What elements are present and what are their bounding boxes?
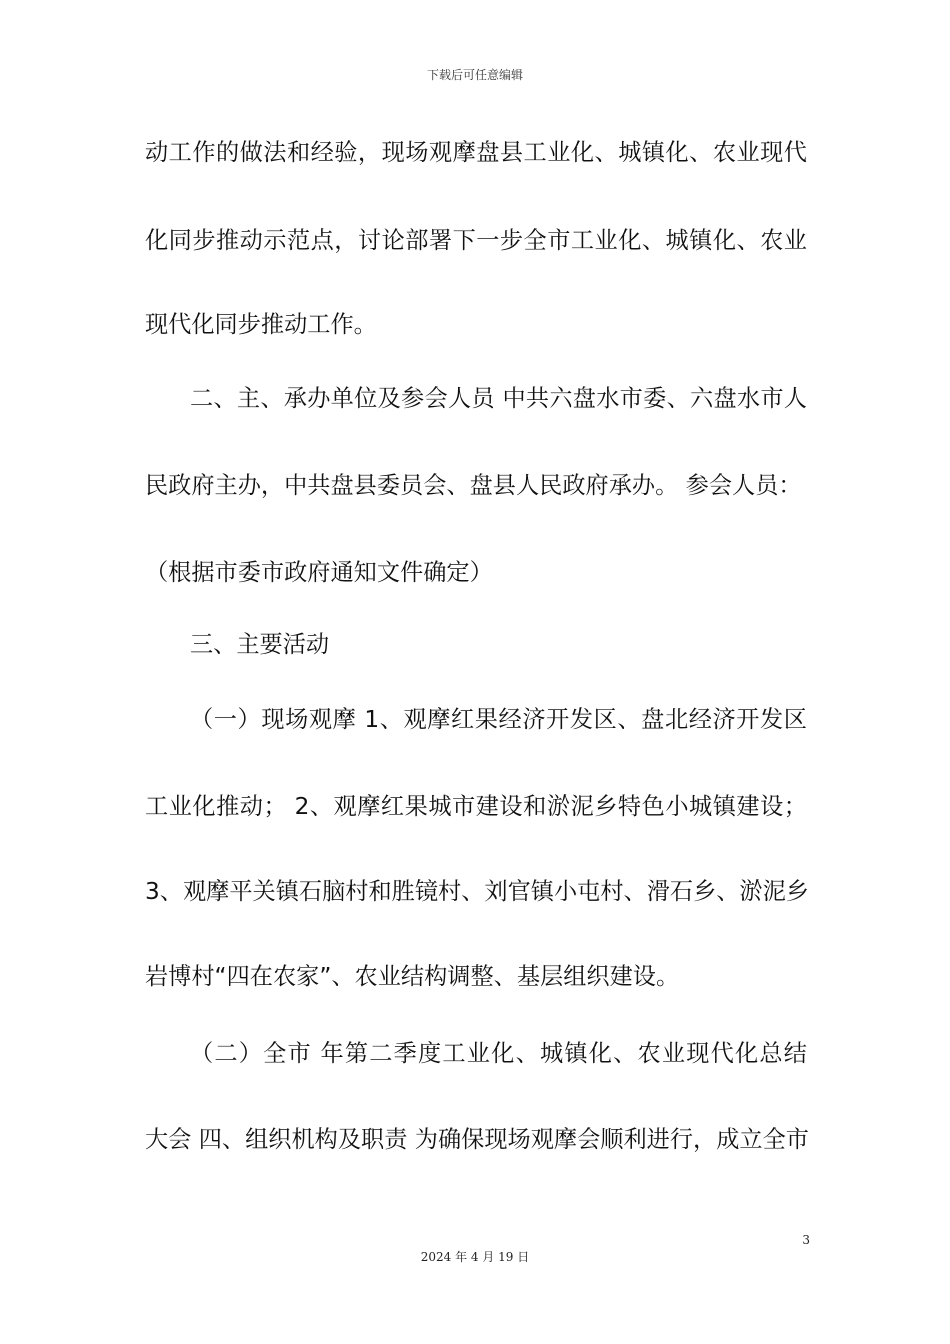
body-line: 工业化推动； 2、观摩红果城市建设和淤泥乡特色小城镇建设； [145,793,807,820]
body-line: 大会 四、组织机构及职责 为确保现场观摩会顺利进行，成立全市 [145,1126,809,1153]
body-line: 民政府主办，中共盘县委员会、盘县人民政府承办。 参会人员： [145,472,802,499]
body-line: 动工作的做法和经验，现场观摩盘县工业化、城镇化、农业现代 [145,139,807,166]
body-line: 3、观摩平关镇石脑村和胜镜村、刘官镇小屯村、滑石乡、淤泥乡 [145,878,809,905]
body-line: 二、主、承办单位及参会人员 中共六盘水市委、六盘水市人 [190,385,807,412]
page-number: 3 [802,1233,810,1247]
body-line: （二）全市 年第二季度工业化、城镇化、农业现代化总结 [190,1040,807,1067]
page-header: 下载后可任意编辑 [426,68,523,82]
body-line: 岩博村“四在农家”、农业结构调整、基层组织建设。 [145,963,680,990]
page-footer-date: 2024 年 4 月 19 日 [420,1250,530,1264]
body-line: 现代化同步推动工作。 [145,311,377,338]
body-line: 化同步推动示范点，讨论部署下一步全市工业化、城镇化、农业 [145,227,807,254]
body-line: （根据市委市政府通知文件确定） [145,559,493,586]
section-heading: 三、主要活动 [190,631,330,658]
body-line: （一）现场观摩 1、观摩红果经济开发区、盘北经济开发区 [190,706,807,733]
